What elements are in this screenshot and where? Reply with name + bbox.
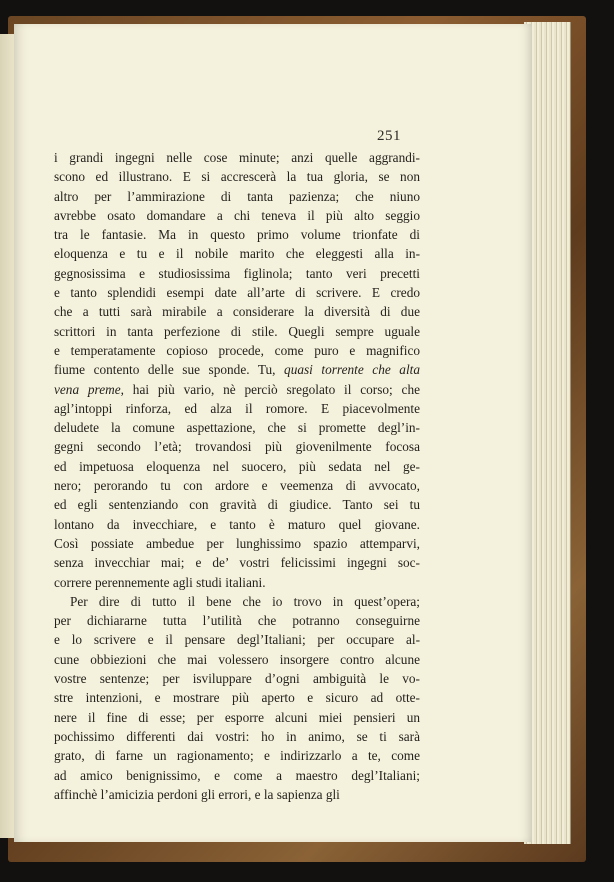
text-segment: Così possiate ambedue per lunghissimo spazio attemparvi, xyxy=(54,535,420,551)
text-line xyxy=(54,708,420,727)
text-line xyxy=(54,264,420,283)
text-line xyxy=(54,148,420,167)
text-line xyxy=(54,573,420,592)
text-segment: e temperatamente copioso procede, come puro e magnifico xyxy=(54,342,420,358)
text-segment: che a tutti sarà mirabile a considerare la diversità di due xyxy=(54,304,420,320)
italic-quote: vena preme xyxy=(54,381,121,397)
text-segment: vostre sentenze; per isviluppare d’ogni ambiguità le vo- xyxy=(54,671,420,687)
text-line xyxy=(54,302,420,321)
page-number: 251 xyxy=(377,128,401,144)
text-segment: scrittori in tanta perfezione di stile. Quegli sempre uguale xyxy=(54,323,420,339)
text-line xyxy=(54,785,420,804)
text-segment: nero; perorando tu con ardore e veemenza di avvocato, xyxy=(54,478,420,494)
text-segment: e tanto splendidi esempi date all’arte di scrivere. E credo xyxy=(54,285,420,301)
text-segment: deludete la comune aspettazione, che si promette degl’in- xyxy=(54,420,420,436)
text-segment: fiume contento delle sue sponde. Tu, xyxy=(54,362,285,378)
text-line xyxy=(54,457,420,476)
text-segment: stre intenzioni, e mostrare più aperto e sicuro ad otte- xyxy=(54,690,420,706)
text-line xyxy=(54,611,420,630)
text-segment: Per dire di tutto il bene che io trovo in quest’opera; xyxy=(70,593,420,609)
text-line xyxy=(54,630,420,649)
italic-quote: quasi torrente che alta xyxy=(284,362,420,378)
text-line xyxy=(54,727,420,746)
text-segment: ed impetuosa eloquenza nel suocero, più sedata nel ge- xyxy=(54,458,420,474)
text-segment: senza invecchiar mai; e de’ vostri felicissimi ingegni soc- xyxy=(54,555,420,571)
text-line xyxy=(54,746,420,765)
book-page xyxy=(14,24,532,842)
text-segment: cune obbiezioni che mai volessero insorgere contro alcune xyxy=(54,651,420,667)
text-line xyxy=(54,322,420,341)
text-line xyxy=(54,206,420,225)
text-line xyxy=(54,418,420,437)
text-segment: grato, di farne un ragionamento; e indirizzarlo a te, come xyxy=(54,748,420,764)
text-segment: per dichiararne tutta l’utilità che potranno conseguirne xyxy=(54,613,420,629)
text-segment: lontano da invecchiare, e tanto è maturo quel giovane. xyxy=(54,516,420,532)
text-line xyxy=(54,688,420,707)
text-segment: e lo scrivere e il pensare degl’Italiani; per occupare al- xyxy=(54,632,420,648)
text-line xyxy=(54,283,420,302)
body-text xyxy=(54,148,420,804)
text-segment: avrebbe osato domandare a chi teneva il più alto seggio xyxy=(54,207,420,223)
text-line xyxy=(54,669,420,688)
text-line xyxy=(54,167,420,186)
text-segment: tra le fantasie. Ma in questo primo volume trionfate di xyxy=(54,227,420,243)
text-line xyxy=(54,360,420,379)
text-line xyxy=(54,437,420,456)
text-line xyxy=(54,650,420,669)
text-segment: scono ed illustrano. E si accrescerà la tua gloria, se non xyxy=(54,169,420,185)
text-segment: i grandi ingegni nelle cose minute; anzi quelle aggrandi- xyxy=(54,150,420,165)
text-line xyxy=(54,187,420,206)
text-segment: correre perennemente agli studi italiani. xyxy=(54,574,266,590)
text-line xyxy=(54,380,420,399)
text-line xyxy=(54,766,420,785)
text-segment: ed egli sentenziando con gravità di giudice. Tanto sei tu xyxy=(54,497,420,513)
text-segment: nere il fine di esse; per esporre alcuni miei pensieri un xyxy=(54,709,420,725)
text-segment: agl’intoppi rinforza, ed alza il romore. E piacevolmente xyxy=(54,400,420,416)
text-line xyxy=(54,553,420,572)
text-line xyxy=(54,341,420,360)
text-line xyxy=(54,495,420,514)
text-segment: gegnosissima e studiosissima figlinola; tanto veri precetti xyxy=(54,265,420,281)
text-segment: ad amico benignissimo, e come a maestro degl’Italiani; xyxy=(54,767,420,783)
text-line xyxy=(54,225,420,244)
text-line xyxy=(54,476,420,495)
text-line xyxy=(54,515,420,534)
text-segment: eloquenza e tu e il nobile marito che eleggesti alla in- xyxy=(54,246,420,262)
text-line xyxy=(54,399,420,418)
text-line xyxy=(54,592,420,611)
text-segment: pochissimo differenti dai vostri: ho in animo, se ti sarà xyxy=(54,728,420,744)
text-segment: altro per l’ammirazione di tanta pazienza; che niuno xyxy=(54,188,420,204)
text-segment: affinchè l’amicizia perdoni gli errori, e la sapienza gli xyxy=(54,786,340,802)
text-segment: gegni secondo l’età; trovandosi più giovenilmente focosa xyxy=(54,439,420,455)
text-segment: , hai più vario, nè perciò sregolato il corso; che xyxy=(120,381,420,397)
text-line xyxy=(54,244,420,263)
text-line xyxy=(54,534,420,553)
